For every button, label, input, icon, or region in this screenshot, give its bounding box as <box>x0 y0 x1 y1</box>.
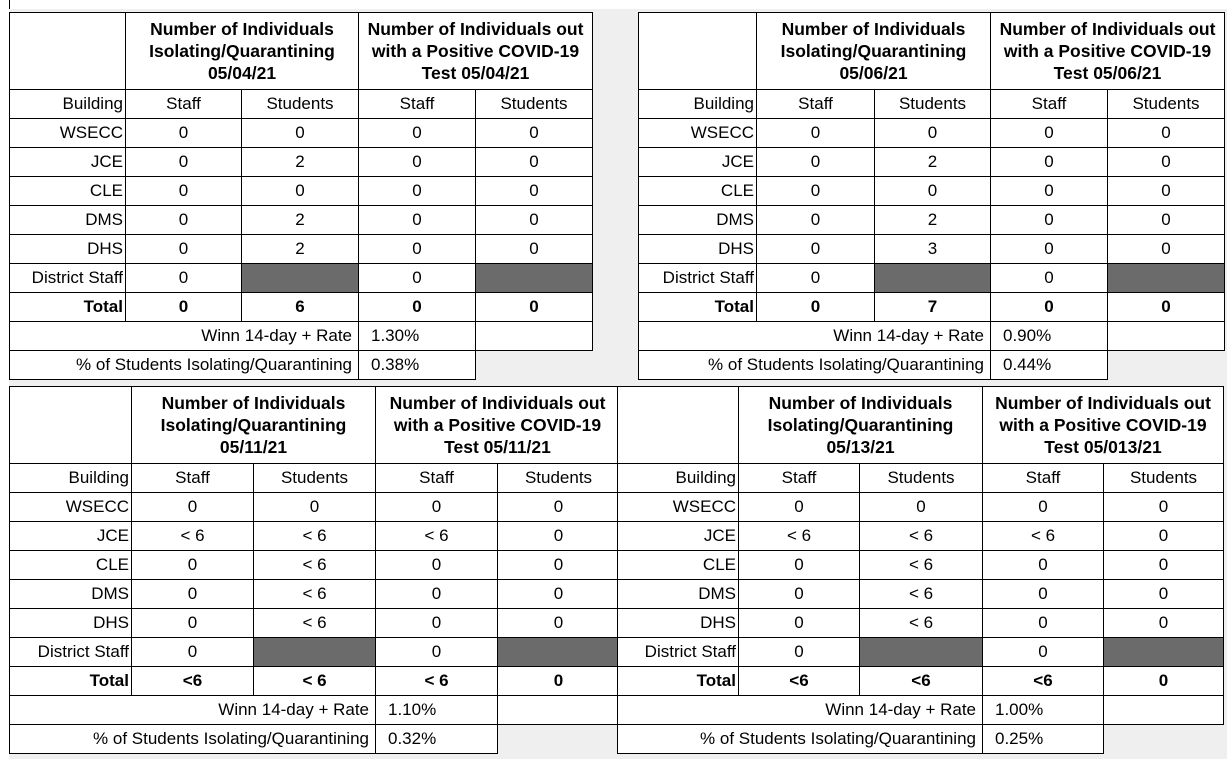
col-building: Building <box>639 90 757 119</box>
value-cell: 0 <box>476 148 593 177</box>
total-label: Total <box>618 667 739 696</box>
total-cell: 0 <box>757 293 875 322</box>
percent-value: 0.32% <box>376 725 498 754</box>
value-cell: 0 <box>132 551 254 580</box>
value-cell: 0 <box>739 609 860 638</box>
rate-value: 0.90% <box>991 322 1108 351</box>
total-row <box>639 293 1225 322</box>
table-row <box>10 493 620 522</box>
total-cell: <6 <box>739 667 860 696</box>
total-cell: 7 <box>875 293 991 322</box>
value-cell: 0 <box>991 206 1108 235</box>
percent-value: 0.38% <box>359 351 476 380</box>
col-building: Building <box>10 464 132 493</box>
value-cell: 0 <box>875 119 991 148</box>
value-cell: 0 <box>476 177 593 206</box>
value-cell: 0 <box>739 551 860 580</box>
col-iso-students: Students <box>875 90 991 119</box>
table-row <box>10 119 593 148</box>
column-labels-row <box>618 464 1224 493</box>
value-cell: 0 <box>1104 551 1224 580</box>
corner-cell <box>618 387 739 464</box>
building-cell: JCE <box>10 148 126 177</box>
rate-row <box>618 696 1224 725</box>
percent-label: % of Students Isolating/Quarantining <box>10 725 376 754</box>
positive-header: Number of Individuals out with a Positive COVID-19 Test 05/04/21 <box>359 13 593 90</box>
value-cell: 0 <box>126 119 242 148</box>
positive-header: Number of Individuals out with a Positive COVID-19 Test 05/06/21 <box>991 13 1225 90</box>
table-row <box>10 177 593 206</box>
building-cell: District Staff <box>618 638 739 667</box>
empty-cell <box>1104 696 1224 725</box>
table-row <box>10 609 620 638</box>
value-cell: 0 <box>757 235 875 264</box>
shaded-cell <box>476 264 593 293</box>
building-cell: DMS <box>10 580 132 609</box>
value-cell: < 6 <box>254 580 376 609</box>
total-label: Total <box>10 293 126 322</box>
building-cell: JCE <box>10 522 132 551</box>
value-cell: 0 <box>983 551 1104 580</box>
value-cell: 0 <box>739 638 860 667</box>
rate-label: Winn 14-day + Rate <box>10 322 359 351</box>
report-table <box>638 12 1225 380</box>
building-cell: JCE <box>618 522 739 551</box>
value-cell: 0 <box>126 206 242 235</box>
building-cell: DMS <box>618 580 739 609</box>
district-staff-row <box>10 638 620 667</box>
header-row <box>10 387 620 464</box>
value-cell: 0 <box>1104 609 1224 638</box>
corner-cell <box>639 13 757 90</box>
building-cell: WSECC <box>639 119 757 148</box>
text-cursor <box>9 0 10 9</box>
value-cell: 0 <box>359 177 476 206</box>
value-cell: 0 <box>739 580 860 609</box>
building-cell: DHS <box>10 609 132 638</box>
rate-label: Winn 14-day + Rate <box>10 696 376 725</box>
value-cell: 0 <box>126 235 242 264</box>
value-cell: 0 <box>376 638 498 667</box>
table-row <box>618 522 1224 551</box>
value-cell: 0 <box>126 264 242 293</box>
building-cell: DHS <box>618 609 739 638</box>
total-row <box>618 667 1224 696</box>
building-cell: WSECC <box>10 119 126 148</box>
building-cell: DHS <box>639 235 757 264</box>
total-label: Total <box>639 293 757 322</box>
value-cell: 0 <box>132 580 254 609</box>
value-cell: 0 <box>1108 206 1225 235</box>
value-cell: 0 <box>376 551 498 580</box>
rate-label: Winn 14-day + Rate <box>618 696 983 725</box>
total-cell: < 6 <box>254 667 376 696</box>
value-cell: 0 <box>476 206 593 235</box>
value-cell: < 6 <box>739 522 860 551</box>
value-cell: 0 <box>1104 522 1224 551</box>
corner-cell <box>10 387 132 464</box>
value-cell: < 6 <box>132 522 254 551</box>
building-cell: District Staff <box>10 638 132 667</box>
value-cell: 0 <box>498 609 620 638</box>
col-pos-students: Students <box>1108 90 1225 119</box>
building-cell: CLE <box>618 551 739 580</box>
shaded-cell <box>1108 264 1225 293</box>
report-table <box>9 386 620 754</box>
value-cell: < 6 <box>860 609 983 638</box>
table-row <box>639 235 1225 264</box>
value-cell: 0 <box>254 493 376 522</box>
report-table <box>617 386 1224 754</box>
value-cell: 0 <box>359 264 476 293</box>
col-iso-staff: Staff <box>126 90 242 119</box>
building-cell: WSECC <box>10 493 132 522</box>
total-cell: 0 <box>1108 293 1225 322</box>
rate-value: 1.10% <box>376 696 498 725</box>
value-cell: 0 <box>1108 119 1225 148</box>
col-pos-students: Students <box>498 464 620 493</box>
table-row <box>639 119 1225 148</box>
value-cell: 0 <box>242 177 359 206</box>
rate-value: 1.00% <box>983 696 1104 725</box>
total-cell: 6 <box>242 293 359 322</box>
value-cell: 0 <box>498 522 620 551</box>
value-cell: < 6 <box>376 522 498 551</box>
header-row <box>10 13 593 90</box>
isolating-header: Number of Individuals Isolating/Quarantining 05/13/21 <box>739 387 983 464</box>
value-cell: 0 <box>132 493 254 522</box>
col-pos-students: Students <box>476 90 593 119</box>
building-cell: District Staff <box>10 264 126 293</box>
value-cell: 0 <box>991 119 1108 148</box>
value-cell: 0 <box>1104 493 1224 522</box>
table-row <box>618 580 1224 609</box>
value-cell: 0 <box>757 264 875 293</box>
value-cell: < 6 <box>860 551 983 580</box>
value-cell: 0 <box>1108 177 1225 206</box>
shaded-cell <box>1104 638 1224 667</box>
col-iso-students: Students <box>242 90 359 119</box>
empty-cell <box>498 725 620 754</box>
shaded-cell <box>498 638 620 667</box>
value-cell: 0 <box>376 580 498 609</box>
total-row <box>10 293 593 322</box>
rate-value: 1.30% <box>359 322 476 351</box>
col-building: Building <box>10 90 126 119</box>
value-cell: 0 <box>739 493 860 522</box>
total-cell: < 6 <box>376 667 498 696</box>
value-cell: 0 <box>991 235 1108 264</box>
total-cell: 0 <box>359 293 476 322</box>
table-row <box>618 551 1224 580</box>
total-row <box>10 667 620 696</box>
value-cell: 0 <box>991 264 1108 293</box>
table-row <box>639 148 1225 177</box>
rate-label: Winn 14-day + Rate <box>639 322 991 351</box>
empty-cell <box>1108 351 1225 380</box>
col-pos-staff: Staff <box>983 464 1104 493</box>
building-cell: DMS <box>10 206 126 235</box>
value-cell: 0 <box>983 493 1104 522</box>
value-cell: 0 <box>376 493 498 522</box>
value-cell: 0 <box>983 638 1104 667</box>
value-cell: 2 <box>875 148 991 177</box>
value-cell: 0 <box>1108 235 1225 264</box>
isolating-header: Number of Individuals Isolating/Quarantining 05/04/21 <box>126 13 359 90</box>
value-cell: 2 <box>242 235 359 264</box>
col-pos-staff: Staff <box>359 90 476 119</box>
district-staff-row <box>10 264 593 293</box>
table-row <box>639 206 1225 235</box>
isolating-header: Number of Individuals Isolating/Quarantining 05/11/21 <box>132 387 376 464</box>
value-cell: 2 <box>242 148 359 177</box>
building-cell: CLE <box>639 177 757 206</box>
shaded-cell <box>254 638 376 667</box>
value-cell: < 6 <box>983 522 1104 551</box>
total-cell: 0 <box>1104 667 1224 696</box>
report-table <box>9 12 593 380</box>
shaded-cell <box>242 264 359 293</box>
building-cell: CLE <box>10 177 126 206</box>
value-cell: 0 <box>126 177 242 206</box>
percent-label: % of Students Isolating/Quarantining <box>10 351 359 380</box>
col-iso-staff: Staff <box>132 464 254 493</box>
shaded-cell <box>875 264 991 293</box>
header-row <box>618 387 1224 464</box>
value-cell: 0 <box>757 206 875 235</box>
rate-row <box>10 696 620 725</box>
total-cell: <6 <box>132 667 254 696</box>
percent-row <box>10 351 593 380</box>
total-cell: 0 <box>476 293 593 322</box>
building-cell: WSECC <box>618 493 739 522</box>
table-row <box>10 148 593 177</box>
value-cell: 0 <box>757 119 875 148</box>
value-cell: 0 <box>476 235 593 264</box>
value-cell: 0 <box>376 609 498 638</box>
value-cell: 0 <box>476 119 593 148</box>
total-cell: 0 <box>991 293 1108 322</box>
building-cell: CLE <box>10 551 132 580</box>
total-cell: <6 <box>860 667 983 696</box>
table-row <box>10 522 620 551</box>
column-labels-row <box>10 464 620 493</box>
value-cell: 0 <box>1104 580 1224 609</box>
value-cell: 0 <box>126 148 242 177</box>
positive-header: Number of Individuals out with a Positive COVID-19 Test 05/11/21 <box>376 387 620 464</box>
col-iso-staff: Staff <box>739 464 860 493</box>
table-row <box>618 609 1224 638</box>
value-cell: 0 <box>132 609 254 638</box>
total-cell: 0 <box>126 293 242 322</box>
total-cell: <6 <box>983 667 1104 696</box>
col-building: Building <box>618 464 739 493</box>
value-cell: 0 <box>860 493 983 522</box>
value-cell: 0 <box>983 580 1104 609</box>
col-iso-staff: Staff <box>757 90 875 119</box>
shaded-cell <box>860 638 983 667</box>
header-row <box>639 13 1225 90</box>
empty-cell <box>1108 322 1225 351</box>
col-pos-staff: Staff <box>991 90 1108 119</box>
district-staff-row <box>618 638 1224 667</box>
value-cell: < 6 <box>254 551 376 580</box>
value-cell: 0 <box>242 119 359 148</box>
table-row <box>639 177 1225 206</box>
value-cell: 3 <box>875 235 991 264</box>
column-labels-row <box>10 90 593 119</box>
value-cell: < 6 <box>254 522 376 551</box>
building-cell: District Staff <box>639 264 757 293</box>
value-cell: 0 <box>359 206 476 235</box>
table-row <box>10 235 593 264</box>
value-cell: 0 <box>991 148 1108 177</box>
percent-row <box>618 725 1224 754</box>
col-pos-staff: Staff <box>376 464 498 493</box>
isolating-header: Number of Individuals Isolating/Quarantining 05/06/21 <box>757 13 991 90</box>
value-cell: 0 <box>757 177 875 206</box>
value-cell: 0 <box>359 119 476 148</box>
percent-row <box>639 351 1225 380</box>
empty-cell <box>498 696 620 725</box>
rate-row <box>10 322 593 351</box>
positive-header: Number of Individuals out with a Positive COVID-19 Test 05/013/21 <box>983 387 1224 464</box>
value-cell: 0 <box>875 177 991 206</box>
district-staff-row <box>639 264 1225 293</box>
value-cell: 2 <box>242 206 359 235</box>
col-pos-students: Students <box>1104 464 1224 493</box>
percent-value: 0.44% <box>991 351 1108 380</box>
value-cell: 2 <box>875 206 991 235</box>
percent-value: 0.25% <box>983 725 1104 754</box>
col-iso-students: Students <box>860 464 983 493</box>
value-cell: 0 <box>991 177 1108 206</box>
table-row <box>618 493 1224 522</box>
value-cell: < 6 <box>254 609 376 638</box>
total-cell: 0 <box>498 667 620 696</box>
value-cell: 0 <box>1108 148 1225 177</box>
value-cell: < 6 <box>860 580 983 609</box>
table-row <box>10 206 593 235</box>
table-row <box>10 580 620 609</box>
value-cell: 0 <box>359 148 476 177</box>
percent-label: % of Students Isolating/Quarantining <box>618 725 983 754</box>
col-iso-students: Students <box>254 464 376 493</box>
building-cell: JCE <box>639 148 757 177</box>
column-labels-row <box>639 90 1225 119</box>
value-cell: < 6 <box>860 522 983 551</box>
total-label: Total <box>10 667 132 696</box>
building-cell: DMS <box>639 206 757 235</box>
value-cell: 0 <box>757 148 875 177</box>
empty-cell <box>476 322 593 351</box>
value-cell: 0 <box>359 235 476 264</box>
table-row <box>10 551 620 580</box>
percent-row <box>10 725 620 754</box>
rate-row <box>639 322 1225 351</box>
value-cell: 0 <box>132 638 254 667</box>
corner-cell <box>10 13 126 90</box>
value-cell: 0 <box>498 580 620 609</box>
empty-cell <box>1104 725 1224 754</box>
empty-cell <box>476 351 593 380</box>
value-cell: 0 <box>498 493 620 522</box>
building-cell: DHS <box>10 235 126 264</box>
percent-label: % of Students Isolating/Quarantining <box>639 351 991 380</box>
value-cell: 0 <box>983 609 1104 638</box>
value-cell: 0 <box>498 551 620 580</box>
